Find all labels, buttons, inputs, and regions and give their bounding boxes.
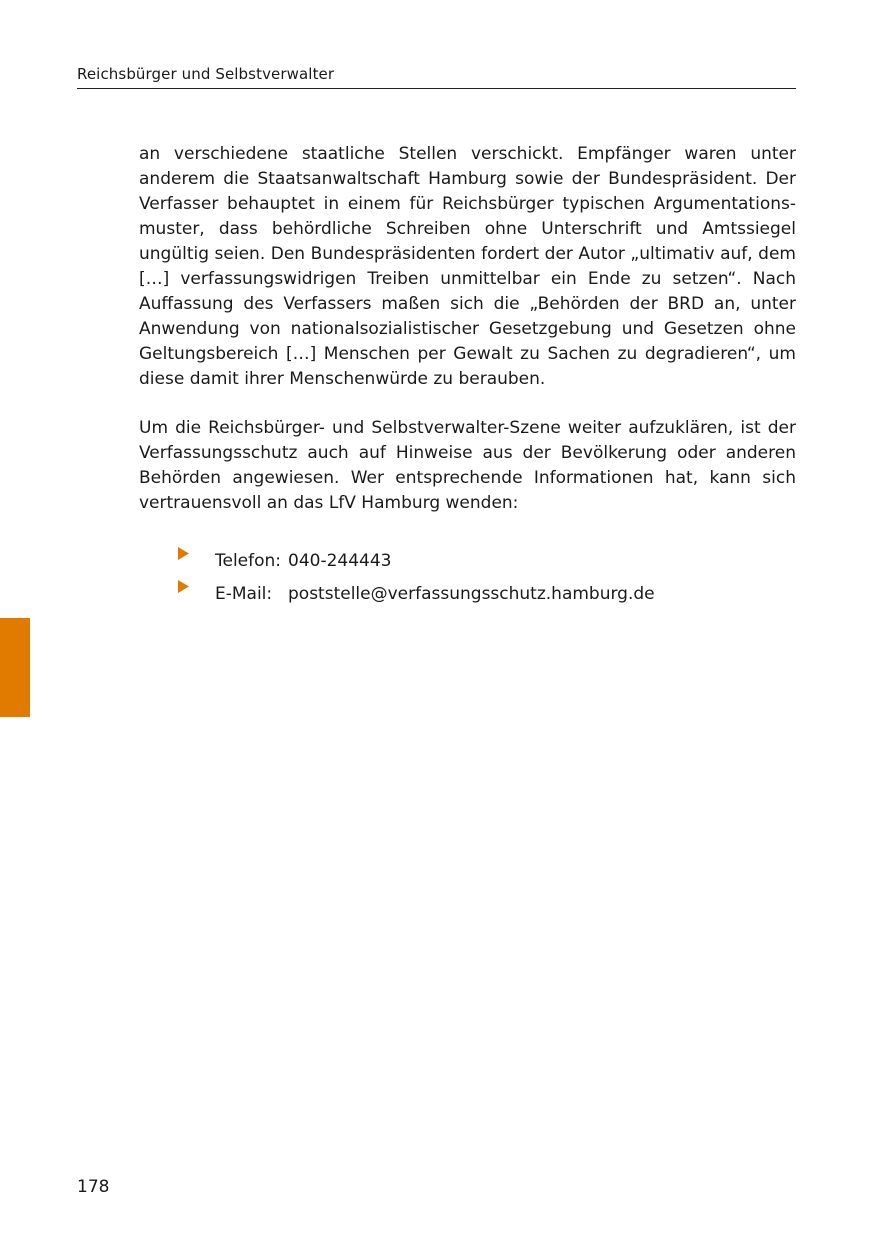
contact-list xyxy=(177,541,655,607)
body-paragraph: an verschiedene staatliche Stellen verschickt. Empfänger waren unter anderem die Staatsanwaltschaft Hamburg sowie der Bundespräsident. Der Verfasser behauptet in einem für Reichsbürger typischen Argumentationsmuster, dass behördliche Schreiben ohne Unterschrift und Amtssiegel ungültig seien. Den Bundespräsidenten fordert der Autor „ultimativ auf, dem […] verfassungswidrigen Treiben unmittelbar ein Ende zu setzen“. Nach Auffassung des Verfassers maßen sich die „Behörden der BRD an, unter Anwendung von nationalsozialistischer Gesetzgebung und Gesetzen ohne Geltungsbereich […] Menschen per Gewalt zu Sachen zu degradieren“, um diese damit ihrer Menschenwürde zu berauben. xyxy=(139,144,796,389)
contact-label: E-Mail: xyxy=(215,584,273,604)
phone-number: 040-244443 xyxy=(288,551,392,571)
running-header: Reichsbürger und Selbstverwalter xyxy=(77,65,335,83)
header-divider xyxy=(77,88,796,89)
triangle-right-icon xyxy=(177,541,215,566)
triangle-right-icon xyxy=(177,574,215,599)
contact-label: Telefon: xyxy=(215,551,282,571)
email-address[interactable]: poststelle@verfassungsschutz.hamburg.de xyxy=(288,584,655,604)
page-number: 178 xyxy=(77,1177,110,1197)
body-paragraph: Um die Reichsbürger- und Selbstverwalter-Szene weiter aufzuklären, ist der Verfassungsschutz auch auf Hinweise aus der Bevölkerung oder anderen Behörden angewiesen. Wer entsprechende Informationen hat, kann sich vertrauensvoll an das LfV Hamburg wenden: xyxy=(139,418,796,513)
chapter-tab-marker xyxy=(0,618,30,717)
list-item-email xyxy=(177,574,655,607)
list-item-phone xyxy=(177,541,655,574)
